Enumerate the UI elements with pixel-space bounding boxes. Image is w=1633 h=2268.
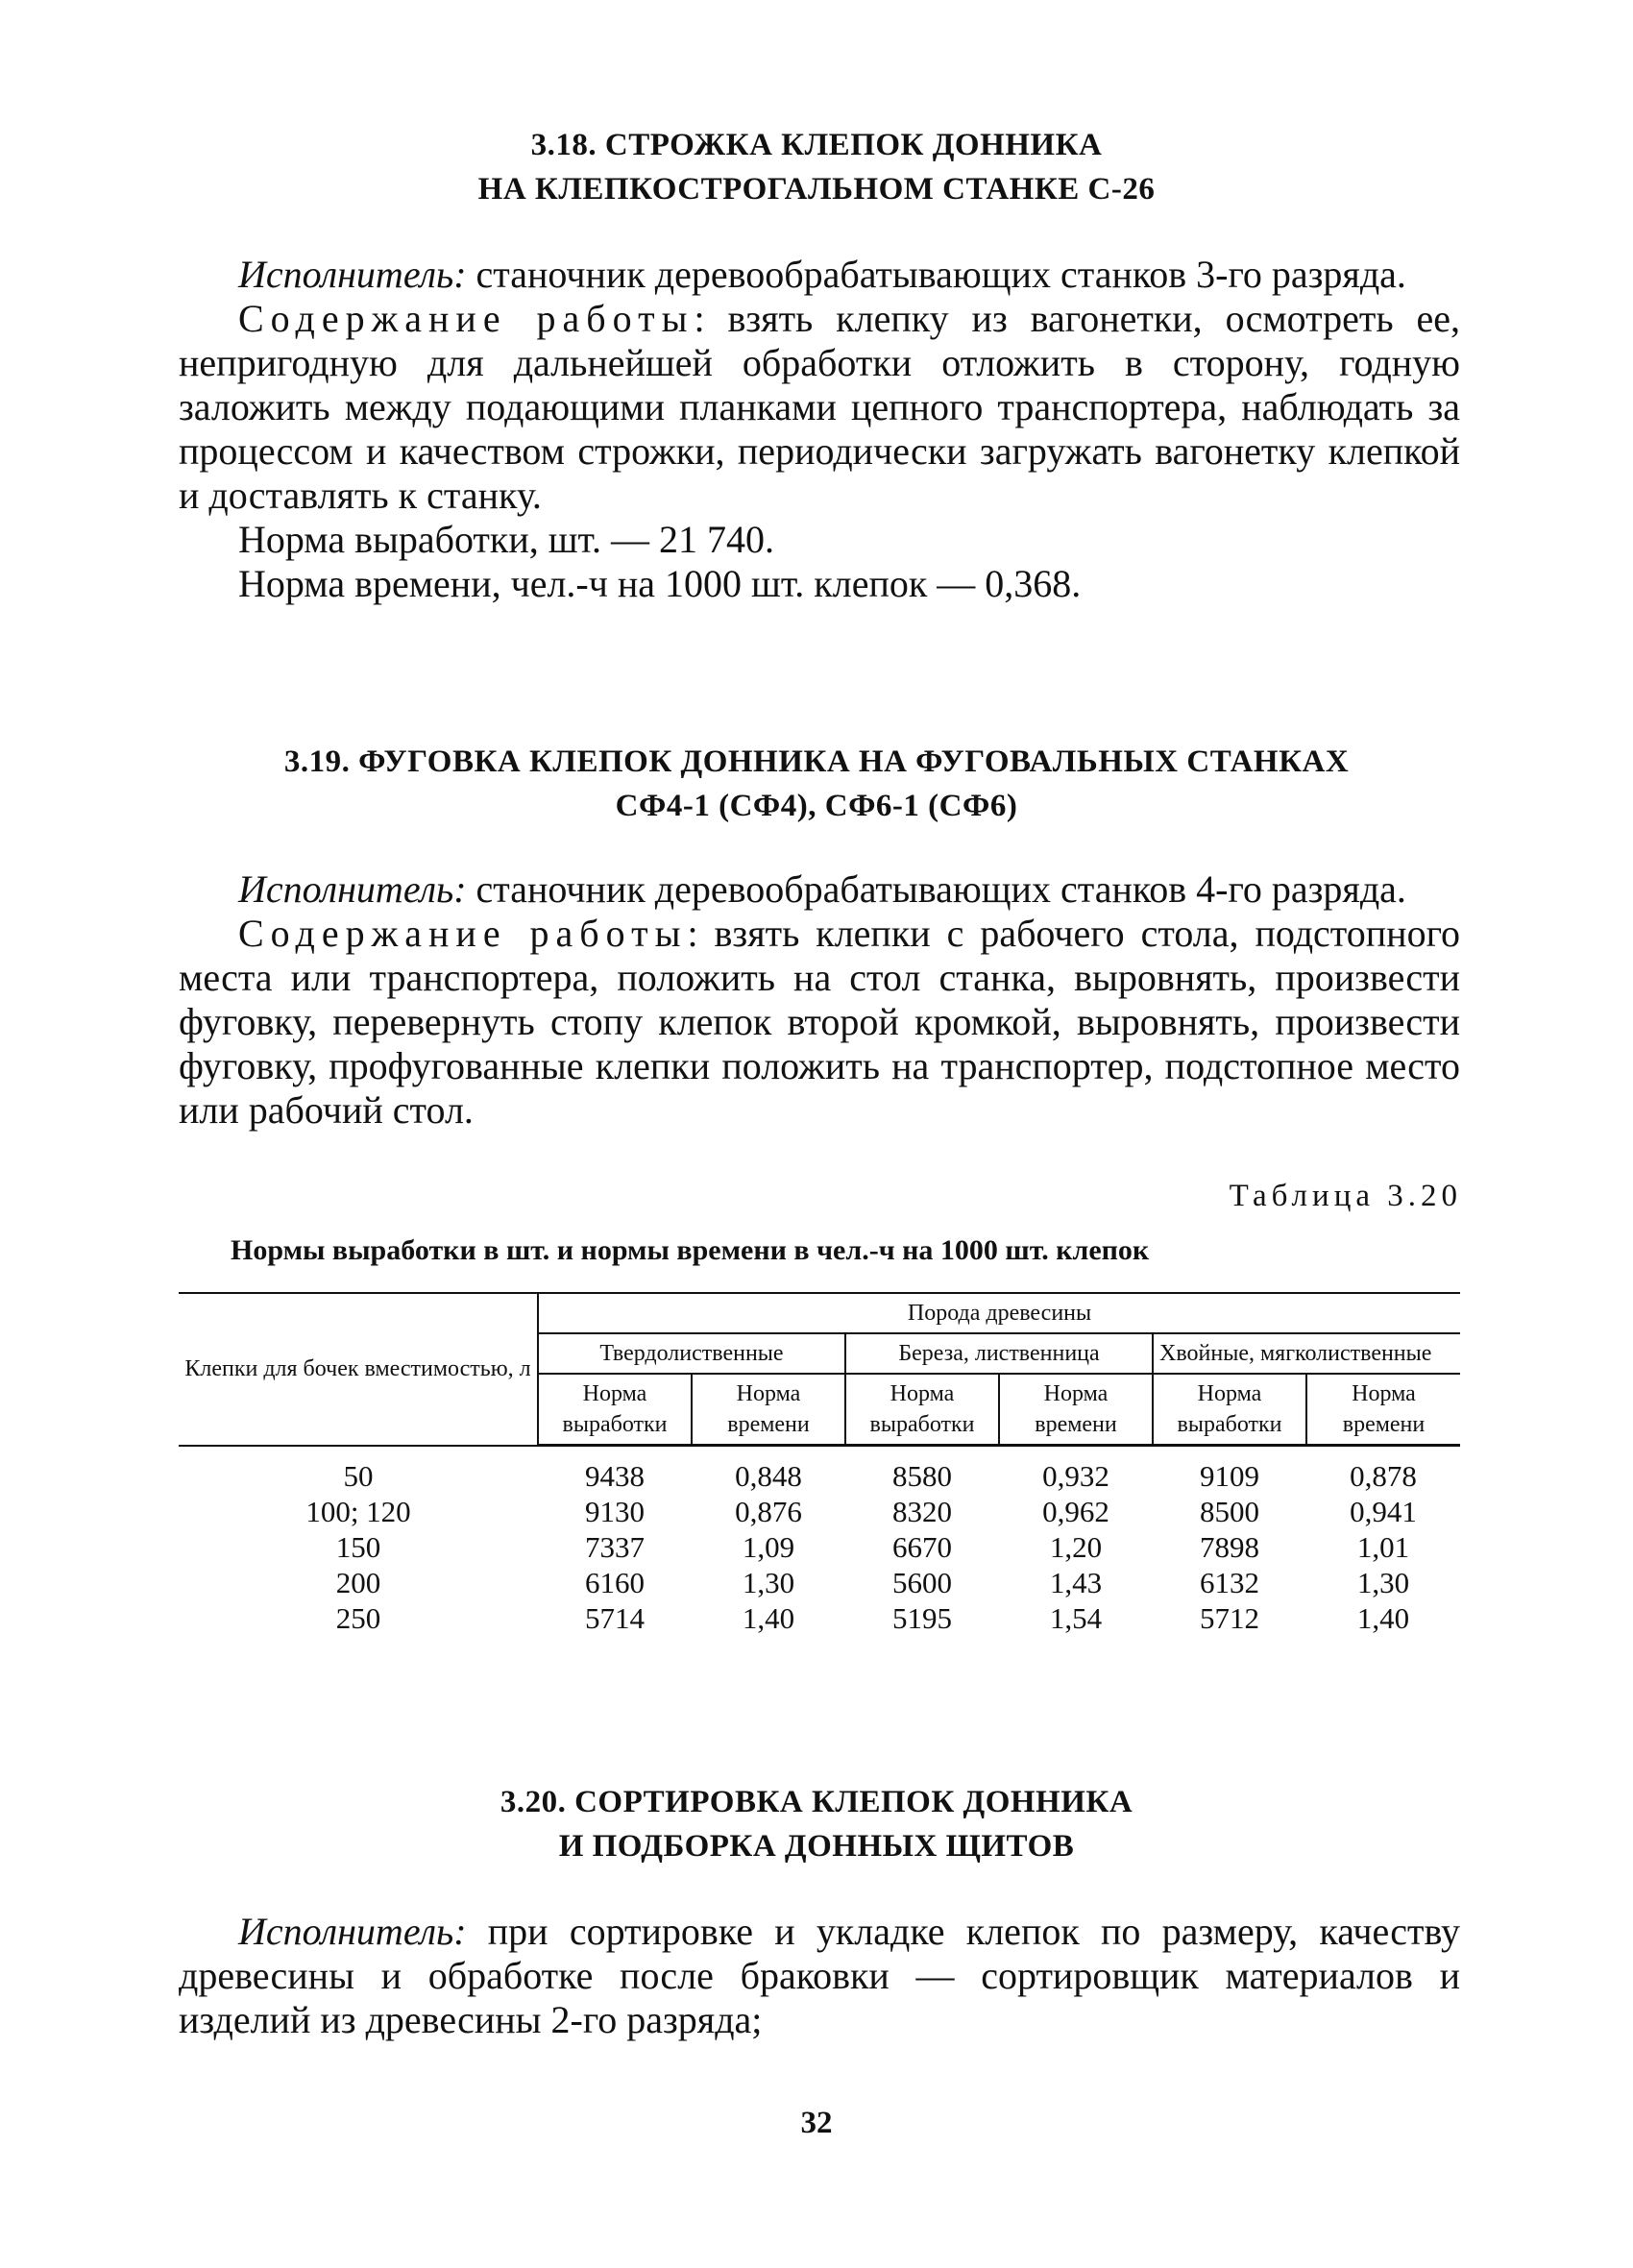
table-cell: 1,01 bbox=[1356, 1530, 1410, 1564]
heading-line: НА КЛЕПКОСТРОГАЛЬНОМ СТАНКЕ С-26 bbox=[477, 172, 1156, 207]
table-cell: 150 bbox=[335, 1530, 381, 1564]
table-cell: 1,43 bbox=[1049, 1566, 1103, 1599]
table-cell: 7898 bbox=[1200, 1530, 1259, 1564]
table-cell: 1,54 bbox=[1049, 1601, 1103, 1635]
section-3-20-body bbox=[179, 1910, 1460, 2042]
table-cell: 100; 120 bbox=[305, 1495, 411, 1528]
table-cell: 50 bbox=[343, 1458, 374, 1493]
section-3-19-body bbox=[179, 867, 1460, 1133]
section-3-18-body bbox=[179, 253, 1460, 606]
sub-header-output: Норма выработки bbox=[845, 1374, 999, 1446]
table-cell: 6160 bbox=[585, 1566, 645, 1599]
table-cell: 0,876 bbox=[735, 1495, 802, 1528]
sub-header-time: Норма времени bbox=[692, 1374, 845, 1446]
content-paragraph bbox=[179, 912, 1460, 1133]
executor-paragraph bbox=[179, 1910, 1460, 2042]
group-header: Порода древесины bbox=[538, 1293, 1460, 1333]
heading-line: 3.18. СТРОЖКА КЛЕПОК ДОННИКА bbox=[530, 128, 1103, 162]
species-header: Твердолиственные bbox=[538, 1333, 845, 1374]
executor-paragraph bbox=[179, 867, 1460, 912]
table-cell: 7337 bbox=[585, 1530, 645, 1564]
table-row bbox=[179, 1600, 1460, 1636]
table-cell: 8320 bbox=[892, 1495, 952, 1528]
executor-text: станочник деревообрабатывающих станков 4-го разряда. bbox=[466, 867, 1406, 911]
table-cell: 0,848 bbox=[735, 1459, 802, 1493]
table-label: Таблица 3.20 bbox=[1229, 1179, 1462, 1213]
table-cell: 0,962 bbox=[1042, 1495, 1109, 1528]
executor-label: Исполнитель: bbox=[238, 1910, 467, 1953]
content-text: : взять клепки с рабочего стола, подстопного места или транспортера, положить на стол станка, выровнять, произвести фуговку, перевернуть стопу клепок второй кромкой, выровнять, произвести фуговку, профугованные клепки положить на транспортер, подстопное место или рабочий стол. bbox=[179, 912, 1460, 1132]
section-3-20-heading bbox=[0, 1780, 1633, 1868]
table-cell: 1,20 bbox=[1049, 1530, 1103, 1564]
norm-output: Норма выработки, шт. — 21 740. bbox=[238, 518, 775, 561]
table-title: Нормы выработки в шт. и нормы времени в чел.-ч на 1000 шт. клепок bbox=[231, 1234, 1150, 1266]
table-cell: 5195 bbox=[892, 1601, 952, 1635]
table-cell: 200 bbox=[335, 1566, 381, 1599]
table-cell: 6132 bbox=[1200, 1566, 1259, 1599]
table-cell: 9130 bbox=[585, 1495, 645, 1528]
section-3-19-heading bbox=[0, 740, 1633, 828]
table-row bbox=[179, 1446, 1460, 1495]
sub-header-time: Норма времени bbox=[999, 1374, 1153, 1446]
content-text: : взять клепку из вагонетки, осмотреть ее, непригодную для дальнейшей обработки отложить в сторону, годную заложить между подающими планками цепного транспортера, наблюдать за процессом и качеством строжки, периодически загружать вагонетку клепкой и доставлять к станку. bbox=[179, 297, 1461, 517]
table-row bbox=[179, 1565, 1460, 1600]
content-label: Содержание работы bbox=[238, 912, 688, 955]
species-header: Хвойные, мягколиственные bbox=[1153, 1333, 1460, 1374]
table-cell: 1,30 bbox=[742, 1566, 795, 1599]
table-cell: 1,09 bbox=[742, 1530, 795, 1564]
heading-line: 3.19. ФУГОВКА КЛЕПОК ДОННИКА НА ФУГОВАЛЬНЫХ СТАНКАХ bbox=[283, 744, 1350, 779]
table-cell: 9438 bbox=[585, 1459, 645, 1493]
page-number: 32 bbox=[800, 2106, 833, 2140]
heading-line: И ПОДБОРКА ДОННЫХ ЩИТОВ bbox=[558, 1829, 1075, 1864]
executor-label: Исполнитель: bbox=[238, 253, 467, 296]
table-cell: 9109 bbox=[1200, 1459, 1259, 1493]
sub-header-output: Норма выработки bbox=[1153, 1374, 1306, 1446]
table-cell: 1,40 bbox=[1356, 1601, 1410, 1635]
norms-table bbox=[179, 1292, 1460, 1636]
row-header: Клепки для бочек вместимостью, л bbox=[179, 1293, 538, 1446]
executor-text: при сортировке и укладке клепок по размеру, качеству древесины и обработке после браковки — сортировщик материалов и изделий из древесины 2-го разряда; bbox=[179, 1910, 1460, 2041]
executor-label: Исполнитель: bbox=[238, 867, 467, 911]
content-label: Содержание работы bbox=[238, 297, 695, 340]
table-cell: 250 bbox=[335, 1601, 381, 1635]
executor-paragraph bbox=[179, 253, 1460, 297]
table-cell: 1,30 bbox=[1356, 1566, 1410, 1599]
table-cell: 0,878 bbox=[1350, 1459, 1417, 1493]
table-cell: 5600 bbox=[892, 1566, 952, 1599]
table-cell: 1,40 bbox=[742, 1601, 795, 1635]
executor-text: станочник деревообрабатывающих станков 3-го разряда. bbox=[466, 253, 1406, 296]
table-row bbox=[179, 1529, 1460, 1565]
norm-time: Норма времени, чел.-ч на 1000 шт. клепок — 0,368. bbox=[238, 562, 1082, 605]
table-cell: 5712 bbox=[1200, 1601, 1259, 1635]
sub-header-time: Норма времени bbox=[1306, 1374, 1460, 1446]
table-row bbox=[179, 1494, 1460, 1529]
table-cell: 6670 bbox=[892, 1530, 952, 1564]
table-cell: 0,941 bbox=[1350, 1495, 1417, 1528]
section-3-18-heading bbox=[0, 123, 1633, 211]
species-header: Береза, лиственница bbox=[845, 1333, 1153, 1374]
heading-line: 3.20. СОРТИРОВКА КЛЕПОК ДОННИКА bbox=[500, 1785, 1133, 1819]
table-cell: 8500 bbox=[1200, 1495, 1259, 1528]
content-paragraph bbox=[179, 297, 1460, 518]
sub-header-output: Норма выработки bbox=[538, 1374, 692, 1446]
table-cell: 8580 bbox=[892, 1459, 952, 1493]
table-cell: 0,932 bbox=[1042, 1459, 1109, 1493]
heading-line: СФ4-1 (СФ4), СФ6-1 (СФ6) bbox=[615, 789, 1018, 823]
table-cell: 5714 bbox=[585, 1601, 645, 1635]
